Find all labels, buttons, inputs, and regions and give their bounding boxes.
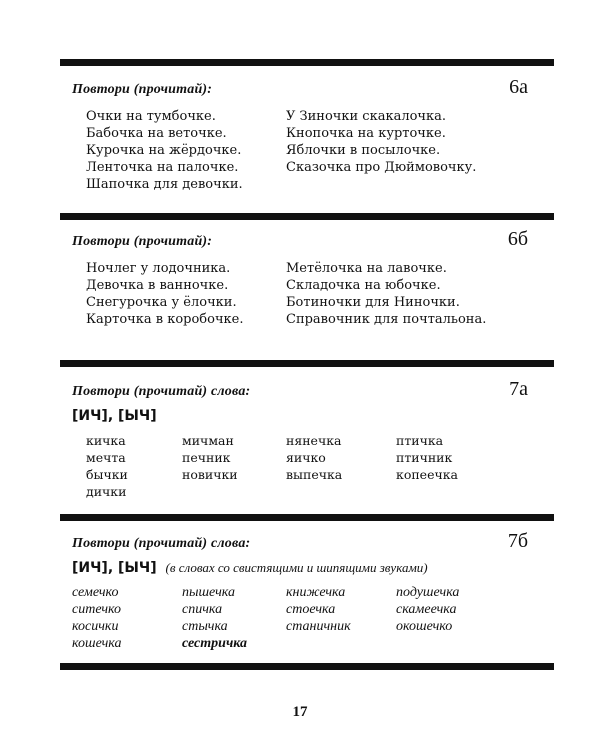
sound-label: [ИЧ], [ЫЧ]: [72, 560, 157, 576]
word: нянечка: [286, 433, 342, 448]
phrase: Карточка в коробочке.: [86, 312, 244, 327]
word-column: [286, 432, 342, 483]
exercise-number: 6б: [507, 228, 528, 250]
word: дички: [86, 484, 127, 499]
word: мечта: [86, 450, 126, 465]
word: кошечка: [72, 636, 122, 651]
phrase: Снегурочка у ёлочки.: [86, 295, 237, 310]
word: бычки: [86, 467, 128, 482]
phrase: Складочка на юбочке.: [286, 278, 441, 293]
word: подушечка: [396, 585, 460, 600]
phrase: Кнопочка на курточке.: [286, 126, 446, 141]
phrase: Ботиночки для Ниночки.: [286, 295, 460, 310]
phrase: Справочник для почтальона.: [286, 312, 487, 327]
word-column: [86, 432, 128, 500]
word-column: [72, 584, 122, 652]
phrases-left-column: [86, 108, 243, 193]
phrase: Очки на тумбочке.: [86, 109, 216, 124]
word: выпечка: [286, 467, 343, 482]
sound-note: (в словах со свистящими и шипящими звуками): [165, 560, 428, 575]
word: яичко: [286, 450, 326, 465]
word: скамеечка: [396, 602, 457, 617]
phrase: Ночлег у лодочника.: [86, 261, 231, 276]
divider-rule: [60, 663, 554, 670]
divider-rule: [60, 360, 554, 367]
divider-rule: [60, 213, 554, 220]
exercise-number: 6а: [509, 76, 528, 98]
word: птичка: [396, 433, 444, 448]
exercise-heading: Повтори (прочитай) слова:: [72, 384, 251, 399]
word-column: [182, 584, 247, 652]
divider-rule: [60, 59, 554, 66]
sound-label-row: [72, 560, 428, 576]
phrase: Яблочки в посылочке.: [286, 143, 441, 158]
word: стоечка: [286, 602, 336, 617]
exercise-number: 7а: [509, 378, 528, 400]
sound-label: [ИЧ], [ЫЧ]: [72, 408, 157, 424]
exercise-heading: Повтори (прочитай):: [72, 82, 213, 97]
phrase: У Зиночки скакалочка.: [286, 109, 447, 124]
exercise-number: 7б: [507, 530, 528, 552]
word: ситечко: [72, 602, 122, 617]
word-column: [182, 432, 238, 483]
phrase: Девочка в ванночке.: [86, 278, 229, 293]
phrase: Ленточка на палочке.: [86, 160, 239, 175]
exercise-heading: Повтори (прочитай):: [72, 234, 213, 249]
page-number: 17: [292, 704, 308, 720]
word: пышечка: [182, 585, 235, 600]
divider-rule: [60, 514, 554, 521]
word: стычка: [182, 619, 228, 634]
phrases-left-column: [86, 260, 244, 328]
word: станичник: [286, 619, 351, 634]
phrase: Бабочка на веточке.: [86, 126, 227, 141]
word-column: [396, 584, 459, 635]
phrase: Метёлочка на лавочке.: [286, 261, 447, 276]
word: косички: [72, 619, 119, 634]
phrase: Курочка на жёрдочке.: [86, 143, 242, 158]
word: копеечка: [396, 467, 458, 482]
phrases-right-column: [286, 260, 486, 328]
word: новички: [182, 467, 238, 482]
phrase: Сказочка про Дюймовочку.: [286, 160, 477, 175]
exercise-heading: Повтори (прочитай) слова:: [72, 536, 251, 551]
word: птичник: [396, 450, 453, 465]
word: кичка: [86, 433, 126, 448]
phrase: Шапочка для девочки.: [86, 177, 243, 192]
word: семечко: [72, 585, 119, 600]
word: спичка: [182, 602, 223, 617]
word: окошечко: [396, 619, 453, 634]
word-column: [286, 584, 351, 635]
word: книжечка: [286, 585, 346, 600]
word: мичман: [182, 433, 234, 448]
word: печник: [182, 450, 231, 465]
phrases-right-column: [286, 108, 476, 176]
word: сестричка: [182, 636, 248, 651]
word-column: [396, 432, 458, 483]
